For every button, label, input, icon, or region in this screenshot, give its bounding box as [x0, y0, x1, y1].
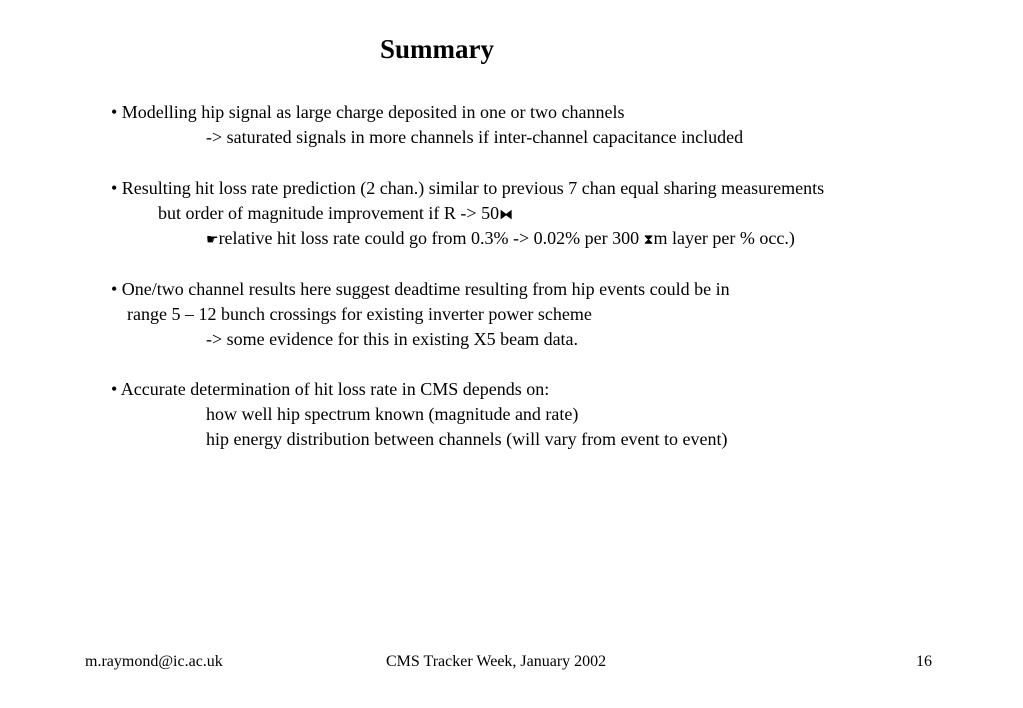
relative-hit-loss-text: relative hit loss rate could go from 0.3% -> 0.02% per 300 [218, 228, 644, 248]
footer-email: m.raymond@ic.ac.uk [85, 653, 223, 670]
footer-event: CMS Tracker Week, January 2002 [386, 653, 607, 670]
sub-hip-energy-distribution: hip energy distribution between channels (will vary from event to event) [206, 429, 728, 449]
ohm-symbol-icon: ⧓ [499, 208, 514, 223]
sub-order-of-magnitude [158, 202, 513, 225]
footer-page-number: 16 [916, 653, 932, 670]
bullet-hit-loss-prediction: • Resulting hit loss rate prediction (2 chan.) similar to previous 7 chan equal sharing measurements [111, 178, 825, 198]
micro-symbol-icon: ⧗ [643, 233, 654, 248]
sub-bunch-crossings: range 5 – 12 bunch crossings for existing inverter power scheme [127, 304, 592, 324]
sub-relative-hit-loss [206, 227, 795, 250]
pointing-hand-icon: ☛ [206, 233, 219, 248]
sub-x5-beam-evidence: -> some evidence for this in existing X5 beam data. [206, 329, 579, 349]
order-of-magnitude-text: but order of magnitude improvement if R -> 50 [158, 203, 500, 223]
bullet-accurate-determination: • Accurate determination of hit loss rate in CMS depends on: [111, 379, 550, 399]
slide-title: Summary [380, 34, 494, 64]
sub-saturated-signals: -> saturated signals in more channels if inter-channel capacitance included [206, 127, 744, 147]
bullet-deadtime: • One/two channel results here suggest deadtime resulting from hip events could be in [111, 279, 730, 299]
sub-hip-spectrum: how well hip spectrum known (magnitude and rate) [206, 404, 579, 424]
relative-hit-loss-unit-text: m layer per % occ.) [653, 228, 795, 248]
bullet-modelling: • Modelling hip signal as large charge deposited in one or two channels [111, 102, 625, 122]
